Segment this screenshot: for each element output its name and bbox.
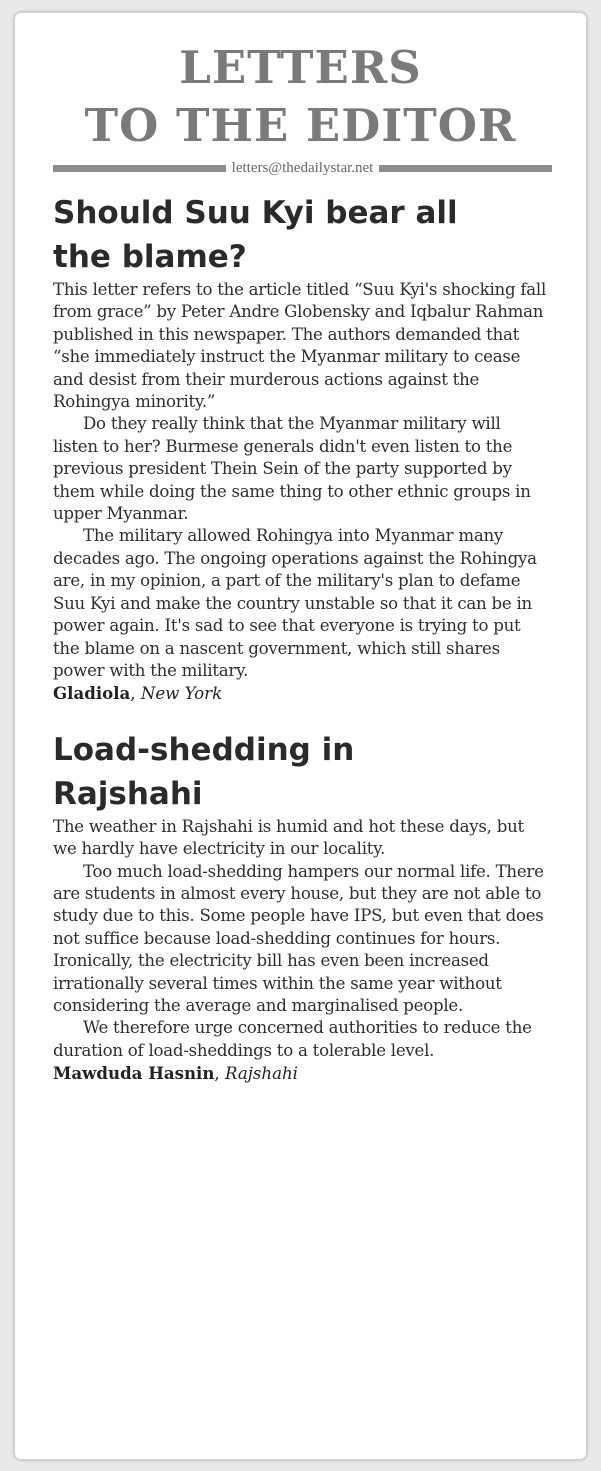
- letter-load-shedding: [53, 728, 550, 1086]
- editor-email: letters@thedailystar.net: [231, 159, 374, 176]
- section-masthead: [15, 39, 586, 155]
- letter-signature: Mawduda Hasnin, Rajshahi: [53, 1063, 298, 1084]
- letter-paragraph: We therefore urge concerned authorities to reduce the duration of load-sheddings to a tolerable level.: [53, 1018, 532, 1060]
- masthead-rule: [53, 159, 552, 177]
- letter-paragraph: The military allowed Rohingya into Myanmar many decades ago. The ongoing operations against the Rohingya are, in my opinion, a part of the military's plan to defame Suu Kyi and make the country unstable so that it can be in power again. It's sad to see that everyone is trying to put the blame on a nascent government, which still shares power with the military.: [53, 526, 537, 680]
- author-location: Rajshahi: [224, 1064, 298, 1084]
- masthead-line-1: LETTERS: [179, 41, 422, 94]
- letter-body: [53, 816, 550, 1062]
- letter-paragraph: This letter refers to the article titled “Suu Kyi's shocking fall from grace” by Peter Andre Globensky and Iqbalur Rahman published in this newspaper. The authors demanded that “she immediately instruct the Myanmar military to cease and desist from their murderous actions against the Rohingya minority.”: [53, 280, 547, 412]
- letter-paragraph: The weather in Rajshahi is humid and hot these days, but we hardly have electricity in our locality.: [53, 816, 524, 859]
- letter-signature: Gladiola, New York: [53, 683, 223, 704]
- masthead-line-2: TO THE EDITOR: [84, 99, 517, 152]
- author-location: New York: [140, 684, 223, 704]
- rule-bar-right: [379, 165, 552, 172]
- author-name: Gladiola: [53, 683, 131, 704]
- rule-bar-left: [53, 165, 226, 172]
- author-name: Mawduda Hasnin: [53, 1063, 215, 1084]
- letter-paragraph: Do they really think that the Myanmar military will listen to her? Burmese generals didn't even listen to the previous president Thein Sein of the party supported by them while doing the same thing to other ethnic groups in upper Myanmar.: [53, 414, 531, 524]
- letter-headline: Load-shedding in Rajshahi: [53, 731, 355, 812]
- letter-paragraph: Too much load-shedding hampers our normal life. There are students in almost every house, but they are not able to study due to this. Some people have IPS, but even that does not suffice because load-shedding continues for hours. Ironically, the electricity bill has even been increased irrationally several times within the same year without considering the average and marginalised people.: [53, 861, 544, 1015]
- newspaper-clipping: [14, 12, 587, 1460]
- letter-suu-kyi: [53, 191, 550, 706]
- letter-body: [53, 279, 550, 682]
- letter-headline: Should Suu Kyi bear all the blame?: [53, 195, 458, 275]
